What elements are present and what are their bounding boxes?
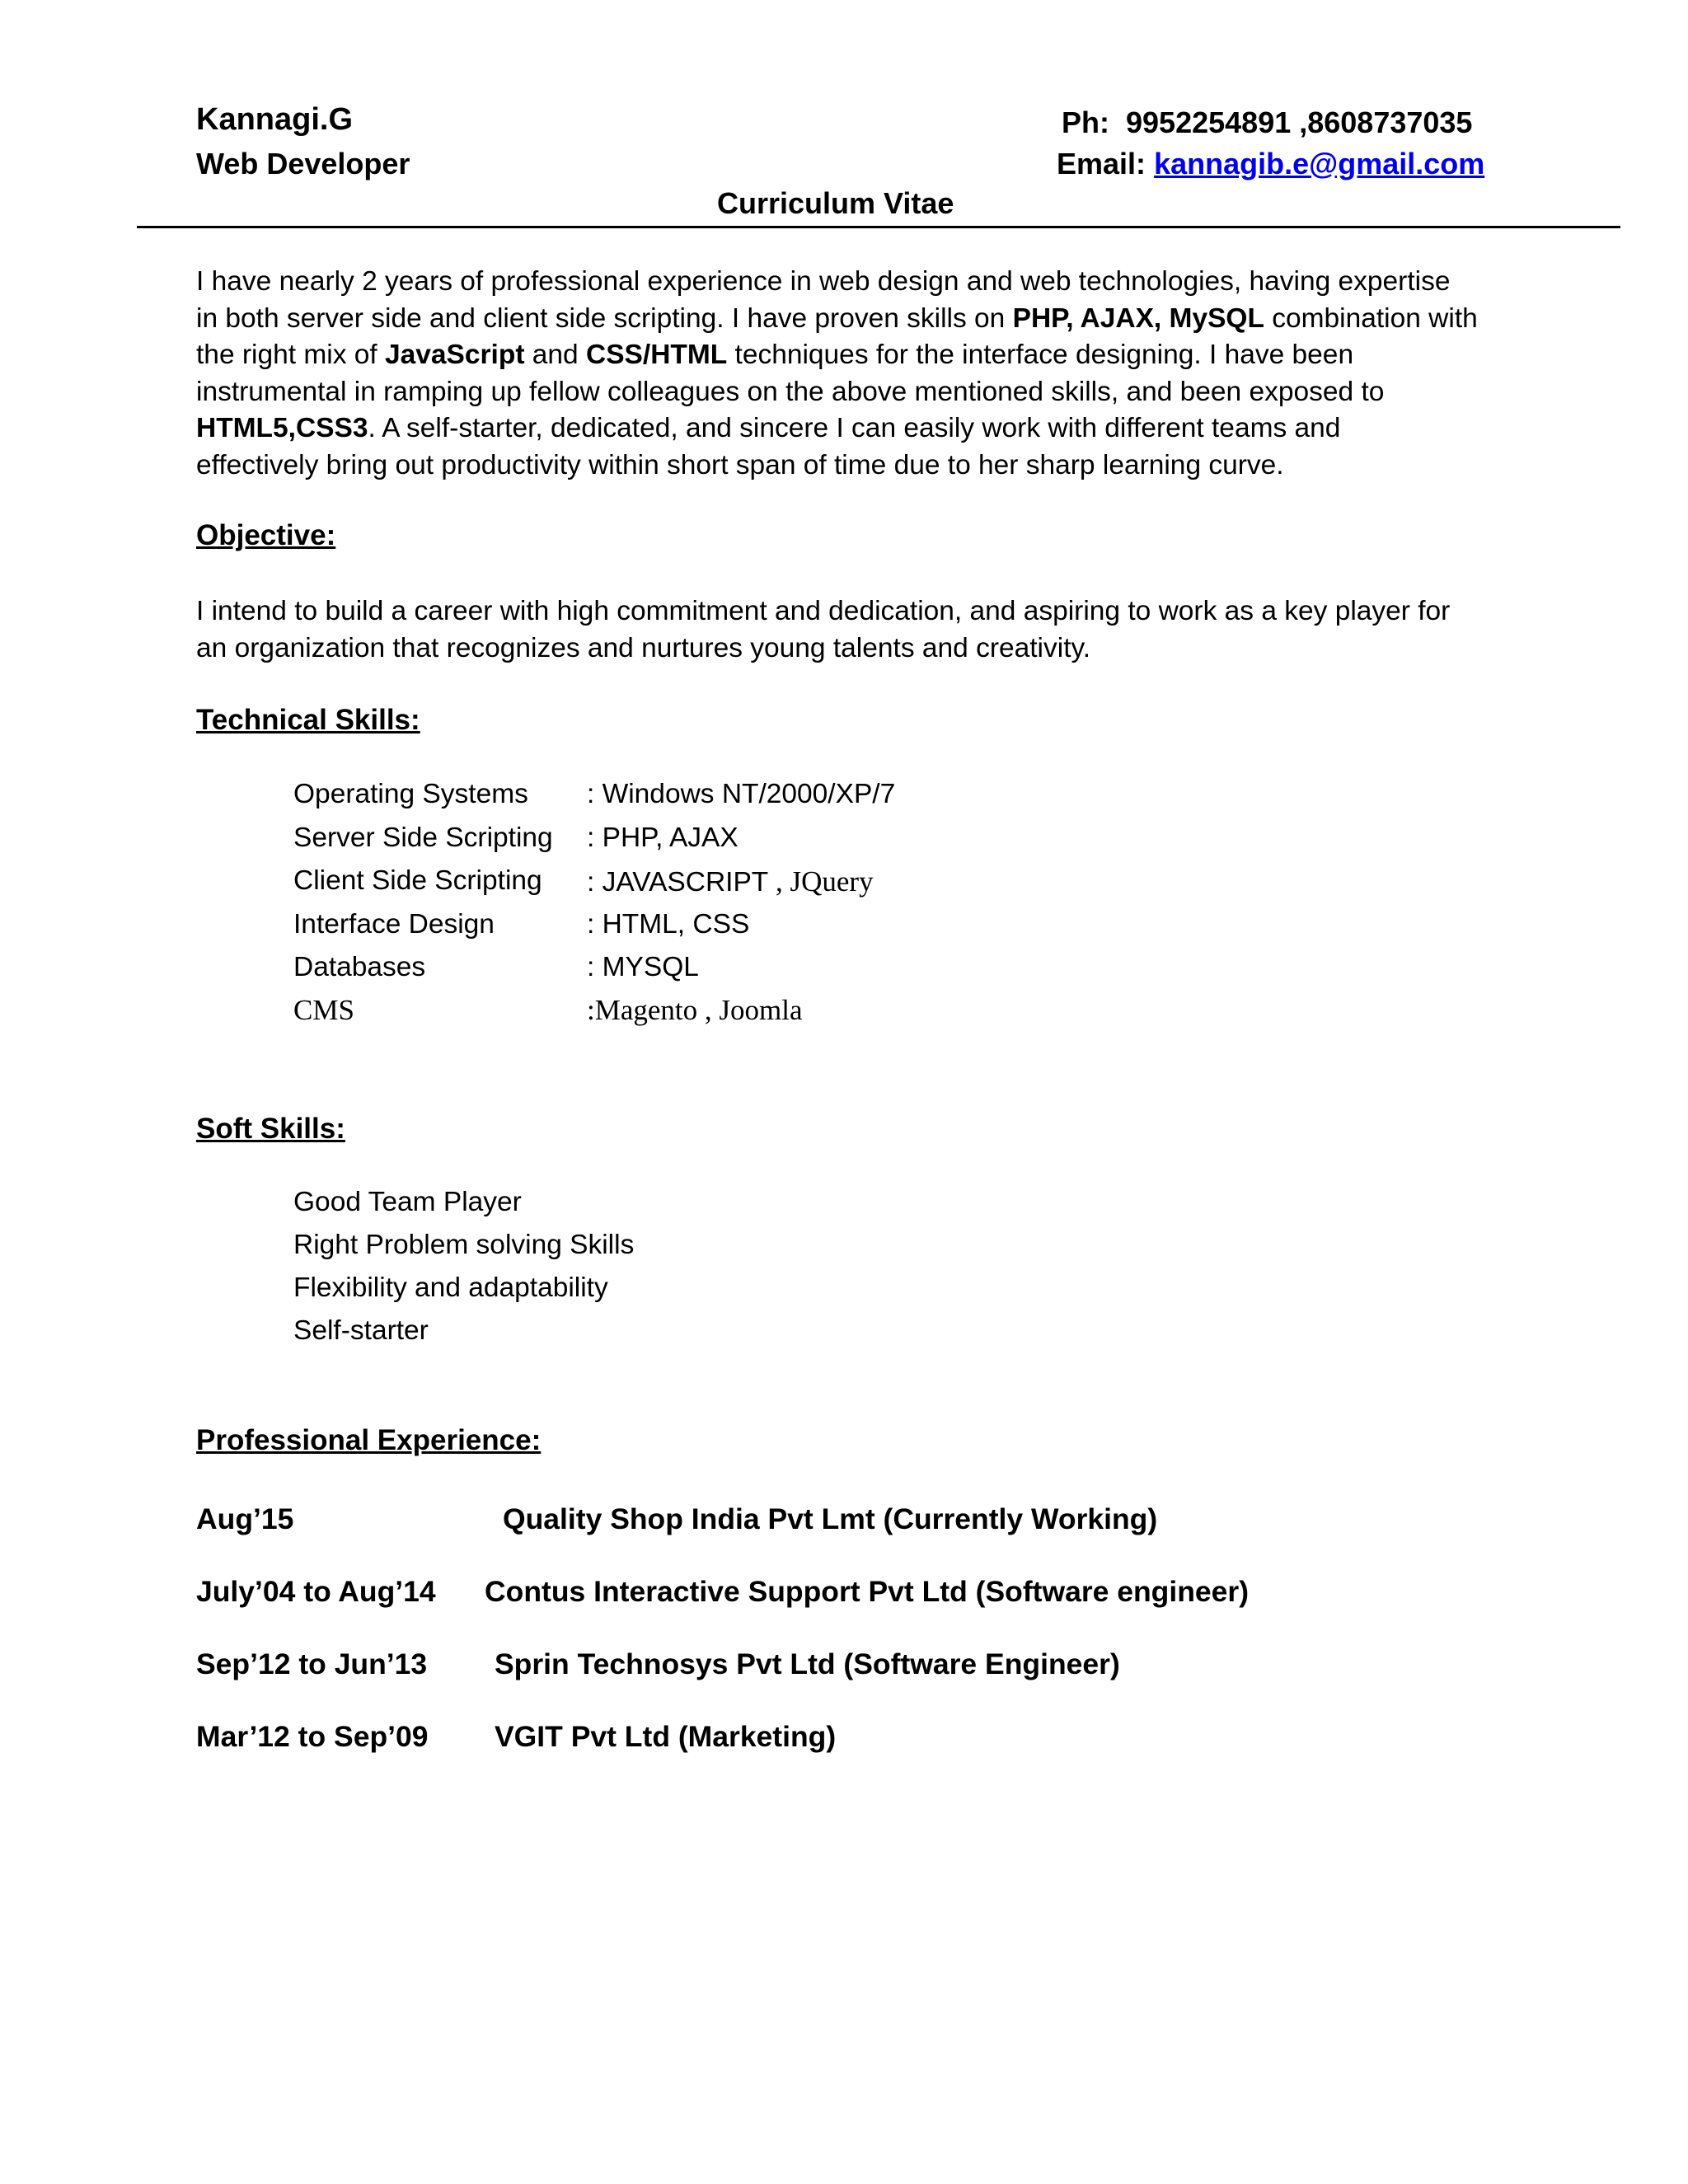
summary-line: in both server side and client side scripting. I have proven skills on PHP, AJAX, MySQL combination with bbox=[196, 302, 1478, 334]
skill-value: : Windows NT/2000/XP/7 bbox=[587, 779, 896, 809]
summary-line: the right mix of JavaScript and CSS/HTML techniques for the interface designing. I have been bbox=[196, 340, 1354, 370]
skill-value: : PHP, AJAX bbox=[587, 823, 738, 853]
summary-highlight: JavaScript bbox=[385, 340, 525, 370]
summary-highlight: PHP, AJAX, MySQL bbox=[1012, 302, 1264, 334]
email-line bbox=[1057, 147, 1484, 181]
phone-line bbox=[1062, 105, 1472, 140]
experience-period: Sep’12 to Jun’13 bbox=[196, 1647, 428, 1680]
skill-label: Databases bbox=[293, 952, 426, 982]
soft-skills-heading: Soft Skills: bbox=[196, 1113, 345, 1145]
summary-line: HTML5,CSS3. A self-starter, dedicated, and sincere I can easily work with different teams and bbox=[196, 413, 1341, 443]
summary-line: instrumental in ramping up fellow colleagues on the above mentioned skills, and been exposed to bbox=[196, 376, 1385, 407]
experience-period: Mar’12 to Sep’09 bbox=[196, 1720, 429, 1753]
technical-skills-heading: Technical Skills: bbox=[196, 704, 420, 736]
phone-label: Ph: bbox=[1062, 105, 1109, 139]
skill-value: : HTML, CSS bbox=[587, 909, 750, 940]
summary-highlight: HTML5,CSS3 bbox=[196, 413, 368, 443]
skill-value: : MYSQL bbox=[587, 952, 699, 982]
summary-highlight: CSS/HTML bbox=[586, 340, 728, 370]
summary-line: I have nearly 2 years of professional experience in web design and web technologies, having expertise bbox=[196, 266, 1451, 297]
skill-label: Client Side Scripting bbox=[293, 865, 542, 896]
experience-period: Aug’15 bbox=[196, 1502, 294, 1535]
objective-paragraph bbox=[196, 593, 1482, 667]
candidate-role: Web Developer bbox=[196, 147, 410, 180]
skill-label: Operating Systems bbox=[293, 779, 528, 809]
summary-paragraph bbox=[196, 264, 1482, 484]
soft-skill-item: Self-starter bbox=[293, 1315, 429, 1346]
skill-value: :Magento , Joomla bbox=[587, 994, 803, 1026]
candidate-name: Kannagi.G bbox=[196, 102, 354, 137]
phone-value: 9952254891 ,8608737035 bbox=[1126, 105, 1473, 139]
email-label: Email: bbox=[1057, 147, 1146, 180]
email-link[interactable]: kannagib.e@gmail.com bbox=[1154, 147, 1485, 180]
doc-title: Curriculum Vitae bbox=[717, 186, 954, 220]
experience-company: Contus Interactive Support Pvt Ltd (Software engineer) bbox=[485, 1575, 1250, 1608]
soft-skill-item: Flexibility and adaptability bbox=[293, 1272, 608, 1303]
objective-heading: Objective: bbox=[196, 519, 336, 551]
experience-heading: Professional Experience: bbox=[196, 1424, 542, 1456]
skill-label: Server Side Scripting bbox=[293, 823, 553, 853]
objective-line: an organization that recognizes and nurtures young talents and creativity. bbox=[196, 632, 1091, 663]
summary-line: effectively bring out productivity within short span of time due to her sharp learning curve. bbox=[196, 449, 1284, 480]
skill-value: : JAVASCRIPT , JQuery bbox=[587, 865, 874, 898]
skill-label: CMS bbox=[293, 994, 354, 1026]
header-divider bbox=[137, 226, 1620, 228]
experience-company: Quality Shop India Pvt Lmt (Currently Working) bbox=[503, 1502, 1158, 1535]
experience-company: VGIT Pvt Ltd (Marketing) bbox=[495, 1720, 837, 1753]
soft-skill-item: Good Team Player bbox=[293, 1187, 522, 1217]
experience-period: July’04 to Aug’14 bbox=[196, 1575, 436, 1608]
objective-line: I intend to build a career with high commitment and dedication, and aspiring to work as a key player for bbox=[196, 596, 1451, 626]
skill-label: Interface Design bbox=[293, 909, 495, 940]
experience-company: Sprin Technosys Pvt Ltd (Software Engineer) bbox=[495, 1647, 1120, 1680]
soft-skill-item: Right Problem solving Skills bbox=[293, 1230, 635, 1260]
